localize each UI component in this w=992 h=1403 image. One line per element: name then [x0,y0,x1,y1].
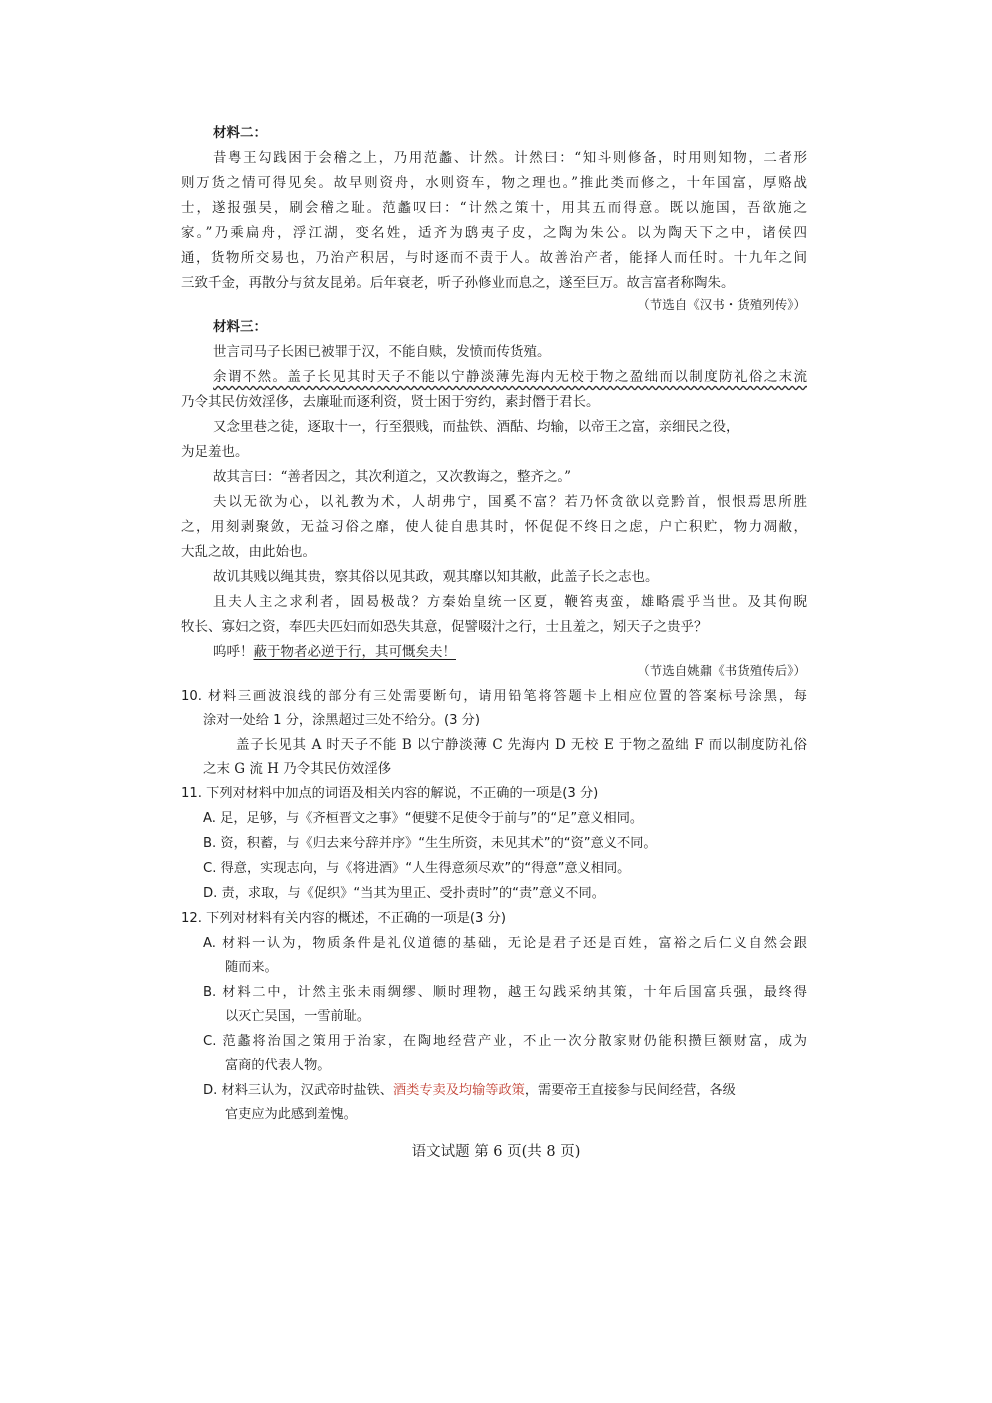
question-12-option-b: B. 材料二中，计然主张未雨绸缪、顺时理物，越王勾践采纳其策，十年后国富兵强，最终得 [203,985,807,1000]
question-10-sentence-cont: 之末 G 流 H 乃令其民仿效淫侈 [203,761,392,777]
material3-paragraph: 故其言曰：“善者因之，其次利道之，又次教诲之，整齐之。” [213,469,572,485]
question-12-option-a-cont: 随而来。 [225,960,278,975]
question-10-stem-cont: 涂对一处给 1 分，涂黑超过三处不给分。(3 分) [203,713,481,728]
material3-line: 牧长、寡妇之资，奉匹夫匹妇而如恐失其意，促譬啜汁之行，士且羞之，矧天子之贵乎？ [181,619,708,635]
page-footer: 语文试题 第 6 页(共 8 页) [411,1144,581,1160]
material2-line: 则万货之情可得见矣。故早则资舟，水则资车，物之理也。”推此类而修之，十年国富，厚赂战 [181,175,807,191]
material3-source: （节选自姚鼐《书货殖传后》） [637,663,806,678]
question-11-stem: 11. 下列对材料中加点的词语及相关内容的解说，不正确的一项是(3 分) [181,786,599,801]
material3-wavy-line: 余谓不然。盖子长见其时天子不能以宁静淡薄先海内无校于物之盈绌而以制度防礼俗之末流 [213,369,807,385]
question-11-option-d: D. 责，求取，与《促织》“当其为里正、受扑责时”的“责”意义不同。 [203,886,605,901]
material2-line: 昔粤王勾践困于会稽之上，乃用范蠡、计然。计然曰：“知斗则修备，时用则知物，二者形 [213,150,807,166]
material3-line: 为足羞也。 [181,444,249,460]
material3-line: 之，用刻剥聚敛，无益习俗之靡，使人徒自患其时，怀促促不终日之虑，户亡积贮，物力凋敝， [181,519,807,535]
question-12-stem: 12. 下列对材料有关内容的概述，不正确的一项是(3 分) [181,911,506,926]
question-11-option-c: C. 得意，实现志向，与《将进酒》“人生得意须尽欢”的“得意”意义相同。 [203,861,631,876]
material2-source: （节选自《汉书・货殖列传》） [637,297,806,312]
material2-line: 士，遂报强吴，刷会稽之耻。范蠡叹曰：“计然之策十，用其五而得意。既以施国，吾欲施之 [181,200,807,216]
material3-heading: 材料三： [213,319,267,335]
material3-closing-prefix: 呜呼！ [213,644,254,660]
question-12-option-b-cont: 以灭亡吴国，一雪前耻。 [225,1009,371,1024]
material2-heading: 材料二： [213,125,267,141]
question-12-option-d-cont: 官吏应为此感到羞愧。 [225,1107,357,1122]
material3-line: 且夫人主之求利者，固曷极哉？方秦始皇统一区夏，鞭笞夷蛮，雄略震乎当世。及其佝睨 [213,594,807,610]
question-12-option-d [203,1080,736,1102]
material3-line: 大乱之故，由此始也。 [181,544,316,560]
question-11-option-b: B. 资，积蓄，与《归去来兮辞并序》“生生所资，未见其术”的“资”意义不同。 [203,836,657,851]
question-12-option-d-post: ，需要帝王直接参与民间经营，各级 [524,1083,736,1098]
material3-line: 又念里巷之徒，逐取十一，行至猥贱，而盐铁、酒酤、均输，以帝王之富，亲细民之役， [213,419,740,435]
question-12-option-c: C. 范蠡将治国之策用于治家，在陶地经营产业，不止一次分散家财仍能积攒巨额财富，成为 [203,1034,807,1049]
question-11-option-a: A. 足，足够，与《齐桓晋文之事》“便嬖不足使令于前与”的“足”意义相同。 [203,811,644,826]
question-10-sentence: 盖子长见其 A 时天子不能 B 以宁静淡薄 C 先海内 D 无校 E 于物之盈绌 F 而以制度防礼俗 [236,737,807,753]
question-12-option-a: A. 材料一认为，物质条件是礼仪道德的基础，无论是君子还是百姓，富裕之后仁义自然会跟 [203,936,807,951]
question-10-stem: 10. 材料三画波浪线的部分有三处需要断句，请用铅笔将答题卡上相应位置的答案标号涂黑，每 [181,689,807,704]
material3-line: 乃令其民仿效淫侈，去廉耻而逐利资，贤士困于穷约，素封僭于君长。 [181,394,600,410]
question-12-option-c-cont: 富商的代表人物。 [225,1058,331,1073]
material2-line: 三致千金，再散分与贫友昆弟。后年衰老，听子孙修业而息之，遂至巨万。故言富者称陶朱。 [181,275,735,291]
material2-line: 家。”乃乘扁舟，浮江湖，变名姓，适齐为鸱夷子皮，之陶为朱公。以为陶天下之中，诸侯四 [181,225,807,241]
material3-paragraph: 故讥其贱以绳其贵，察其俗以见其政，观其靡以知其敝，此盖子长之志也。 [213,569,659,585]
material3-closing [213,641,456,663]
material2-line: 通，货物所交易也，乃治产积居，与时逐而不责于人。故善治产者，能择人而任时。十九年之间 [181,250,807,266]
material3-line: 夫以无欲为心，以礼教为术，人胡弗宁，国奚不富？若乃怀贪欲以竞黔首，恨恨焉思所胜 [213,494,807,510]
material3-underlined-sentence: 蔽于物者必逆于行，其可慨矣夫！ [253,644,456,660]
material3-paragraph: 世言司马子长困已被罪于汉，不能自赎，发愤而传货殖。 [213,344,551,360]
question-12-option-d-pre: D. 材料三认为，汉武帝时盐铁、 [203,1083,393,1098]
question-12-option-d-highlight: 酒类专卖及均输等政策 [392,1083,525,1098]
